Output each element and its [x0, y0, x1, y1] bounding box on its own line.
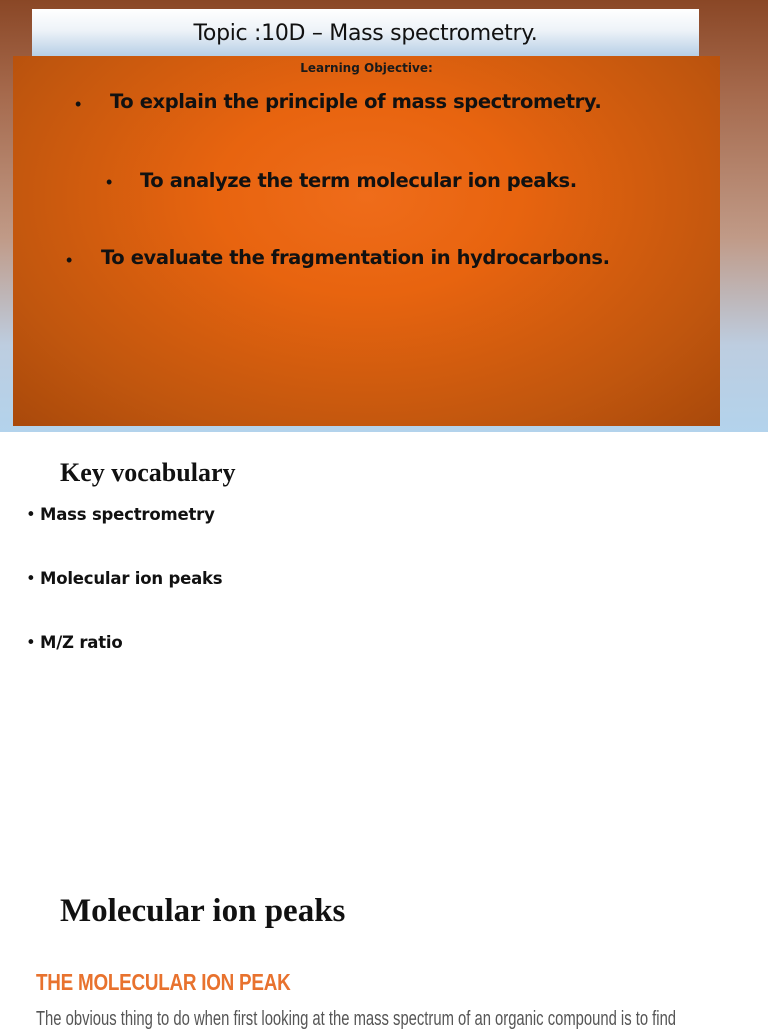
bullet-icon: • — [26, 505, 36, 524]
slide-learning-objectives — [0, 0, 768, 432]
molecular-ion-peaks-heading: Molecular ion peaks — [60, 893, 346, 929]
learning-objective-label: Learning Objective: — [300, 61, 433, 75]
objective-item-3: To evaluate the fragmentation in hydrocarbons. — [101, 246, 610, 269]
vocab-item-label: M/Z ratio — [40, 633, 123, 652]
bullet-icon: • — [26, 569, 36, 588]
vocab-item-label: Molecular ion peaks — [40, 569, 223, 588]
bullet-icon: • — [75, 94, 82, 114]
key-vocabulary-heading: Key vocabulary — [60, 458, 236, 487]
objective-item-2: To analyze the term molecular ion peaks. — [140, 169, 577, 192]
vocab-item — [26, 505, 215, 524]
objectives-panel — [13, 56, 720, 426]
title-bar — [32, 9, 699, 56]
vocab-item — [26, 569, 222, 588]
vocab-item-label: Mass spectrometry — [40, 505, 215, 524]
slide-title: Topic :10D – Mass spectrometry. — [193, 21, 538, 46]
bullet-icon: • — [26, 633, 36, 652]
molecular-ion-peak-subheading: THE MOLECULAR ION PEAK — [36, 969, 291, 995]
objective-item-1: To explain the principle of mass spectrometry. — [110, 90, 602, 113]
bullet-icon: • — [106, 172, 113, 192]
bullet-icon: • — [66, 250, 73, 270]
vocab-item — [26, 633, 123, 652]
molecular-ion-peak-body-text: The obvious thing to do when first looking at the mass spectrum of an organic compound is to find — [36, 1008, 677, 1030]
